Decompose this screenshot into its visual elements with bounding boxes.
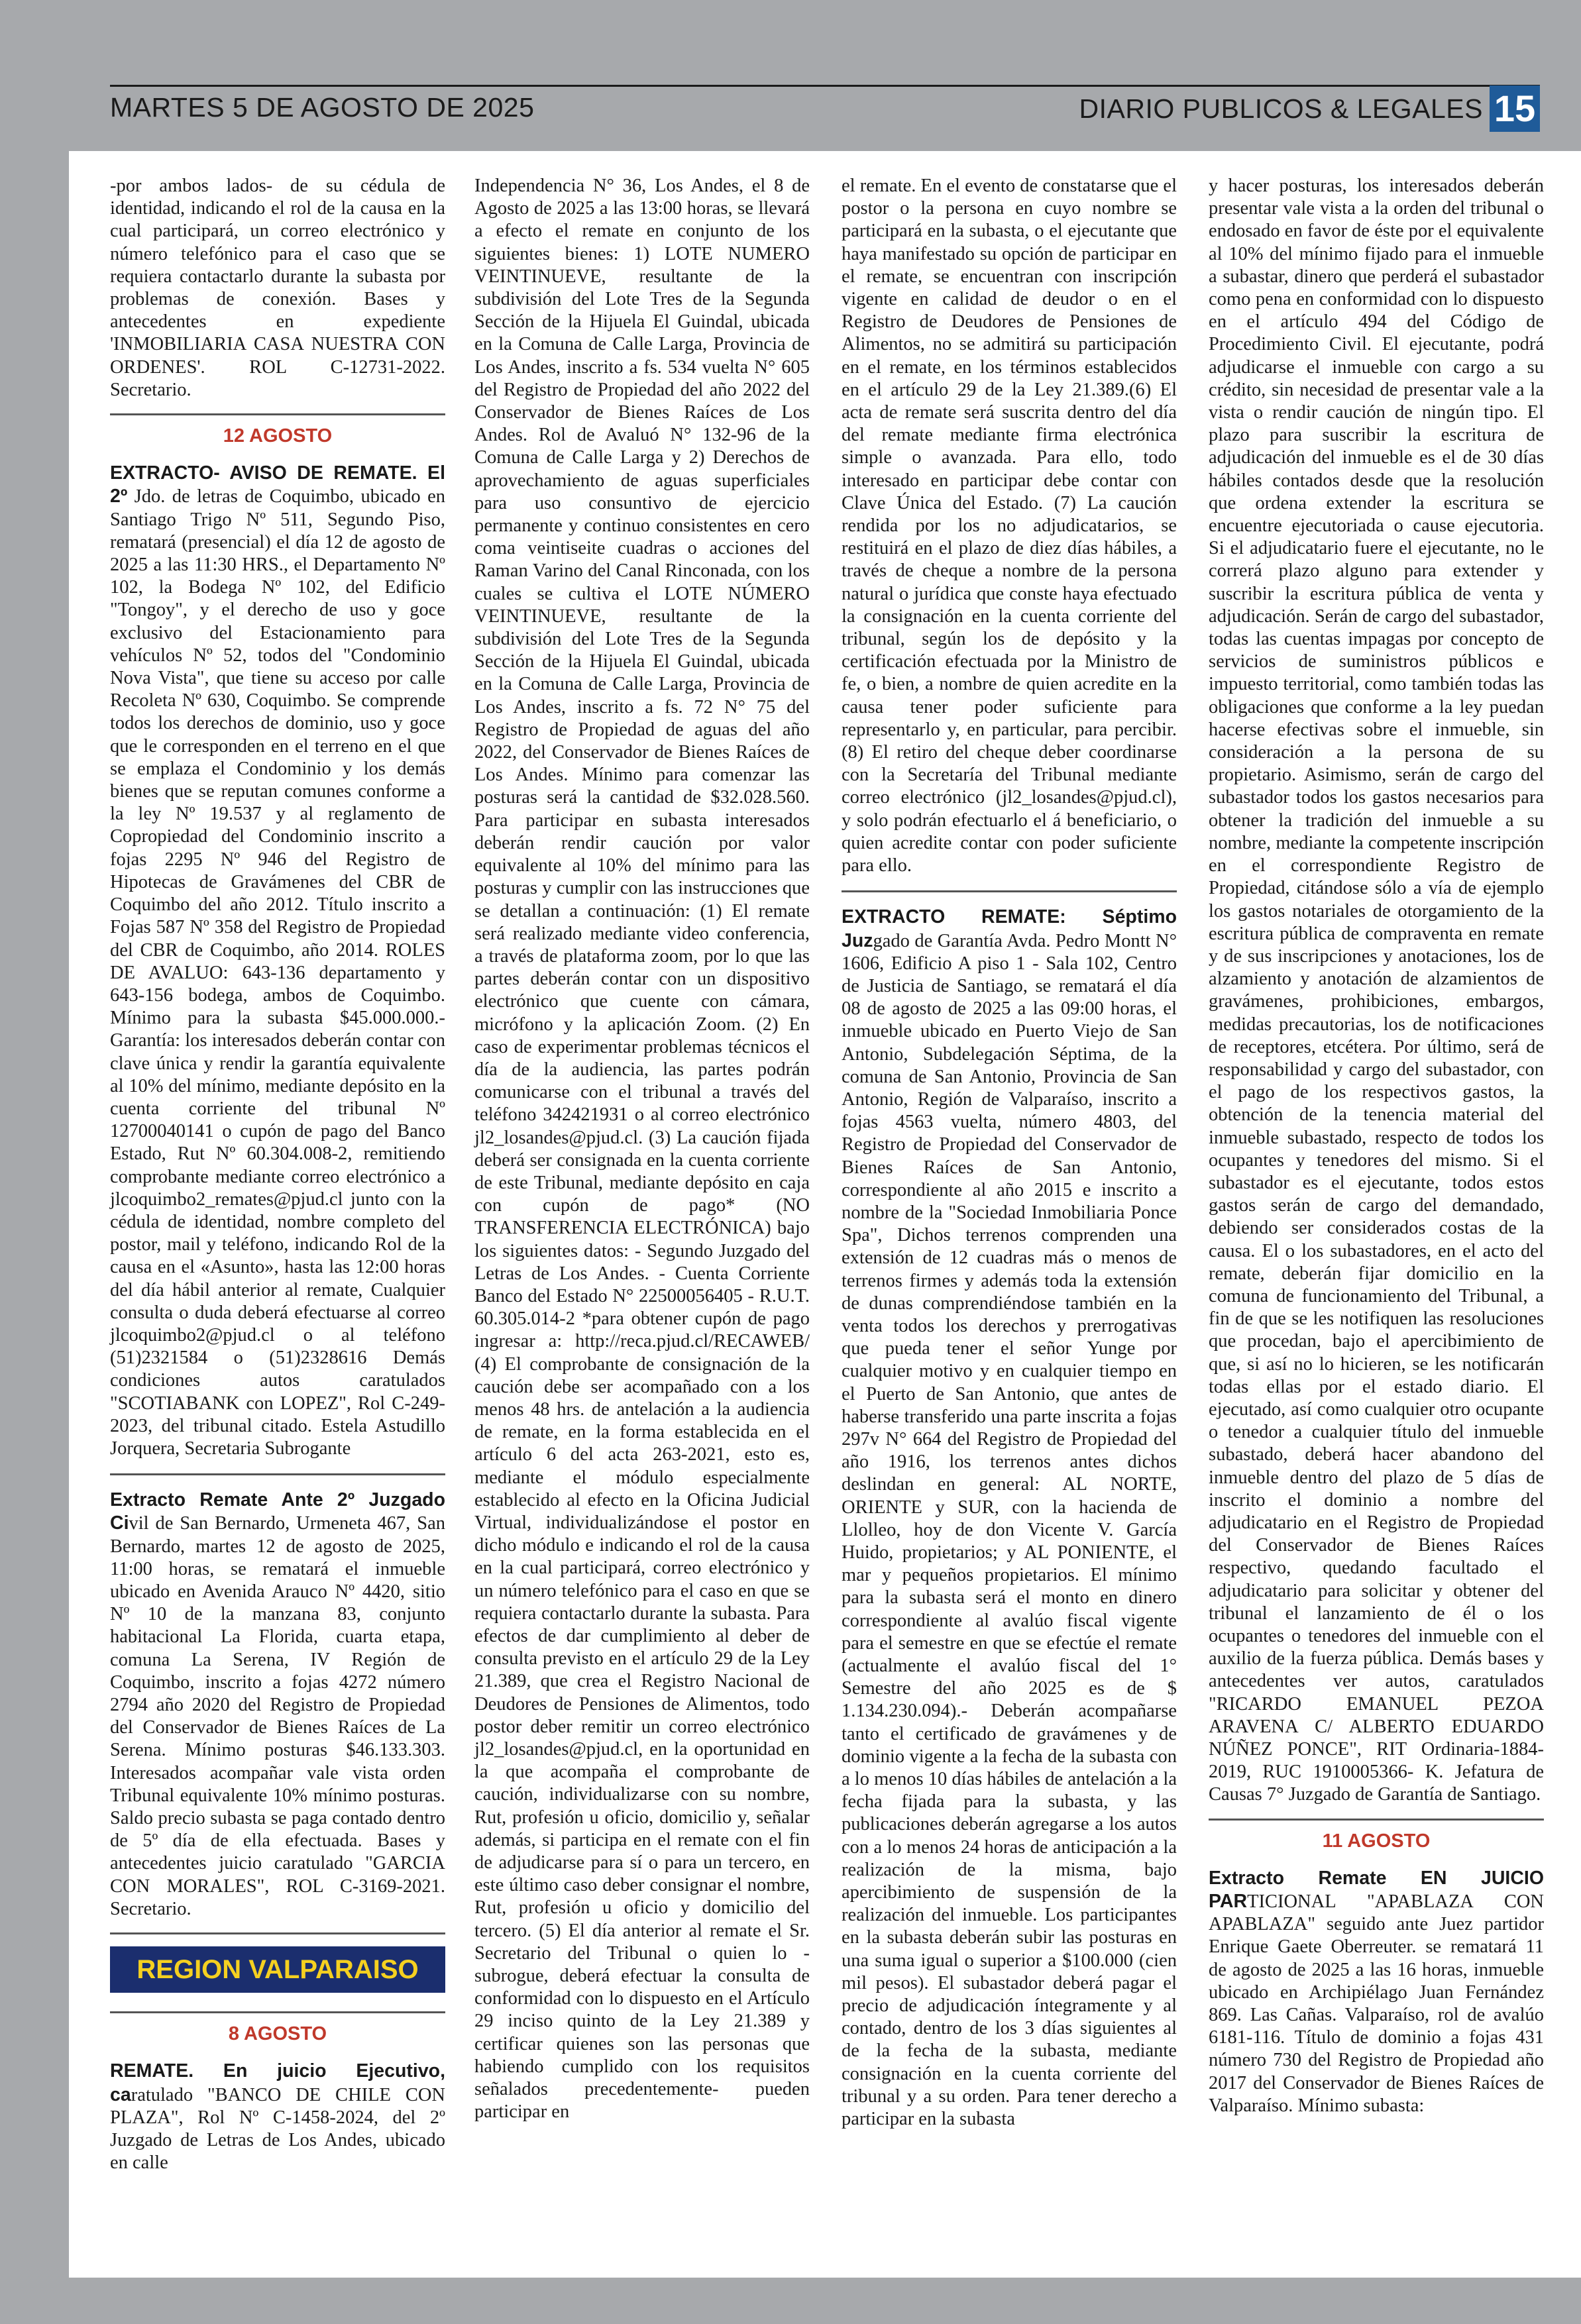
notice-lead: EXTRACTO- AVISO DE REMATE. El 2º xyxy=(110,462,445,507)
notice-text xyxy=(110,1489,445,1921)
notice-lead: REMATE. En juicio Ejecutivo, ca xyxy=(110,2060,445,2105)
divider xyxy=(842,890,1177,892)
page-sheet xyxy=(69,151,1581,2278)
notice-body: ratulado "BANCO DE CHILE CON PLAZA", Rol Nº C-1458-2024, del 2º Juzgado de Letras de Los Andes, ubicado en calle xyxy=(110,2084,445,2174)
notice-text: -por ambos lados- de su cédula de identidad, indicando el rol de la causa en la cual participará, un correo electrónico y número telefónico para el caso que se requiera contactarlo durante la subasta por problemas de conexión. Bases y antecedentes en expediente 'INMOBILIARIA CASA NUESTRA CON ORDENES'. ROL C-12731-2022. Secretario. xyxy=(110,176,445,400)
section-date-label: 11 AGOSTO xyxy=(1209,1819,1544,1852)
notice-text: el remate. En el evento de constatarse que el postor o la persona en cuyo nombre se participará en la subasta, o el ejecutante que haya manifestado su opción de participar en el remate, se encuentran con inscripción vigente en calidad de deudor o en el Registro de Deudores de Pensiones de Alimentos, no se admitirá su participación en el remate, en los términos establecidos en el artículo 29 de la Ley 21.389.(6) El acta de remate será suscrita dentro del día del remate mediante firma electrónica simple o avanzada. Para ello, todo interesado en participar debe contar con Clave Única del Estado. (7) La caución rendida por los no adjudicatarios, se restituirá en el plazo de diez días hábiles, a través de cheque a nombre de la persona natural o jurídica que conste haya efectuado la consignación en la cuenta corriente del tribunal, según los de depósito y la certificación efectuada por la Ministro de fe, o bien, a nombre de quien acredite en la causa tener poder suficiente para representarlo y, en particular, para percibir. (8) El retiro del cheque deber coordinarse con la Secretaría del Tribunal mediante correo electrónico (jl2_losandes@pjud.cl), y solo podrán efectuarlo el á beneficiario, o quien acredite contar con poder suficiente para ello. xyxy=(842,176,1177,876)
notice-text: Independencia N° 36, Los Andes, el 8 de Agosto de 2025 a las 13:00 horas, se llevará a efecto el remate en conjunto de los siguientes bienes: 1) LOTE NUMERO VEINTINUEVE, resultante de la subdivisión del Lote Tres de la Segunda Sección de la Hijuela El Guindal, ubicada en la Comuna de Calle Larga, Provincia de Los Andes, inscrito a fs. 534 vuelta N° 605 del Registro de Propiedad del año 2022 del Conservador de Bienes Raíces de Los Andes. Rol de Avaluó N° 132-96 de la Comuna de Calle Larga y 2) Derechos de aprovechamiento de aguas superficiales para uso consuntivo de ejercicio permanente y continuo consistentes en cero coma veintiseite cuadras o acciones del Raman Varino del Canal Rinconada, con los cuales se cultiva el LOTE NÚMERO VEINTINUEVE, resultante de la subdivisión del Lote Tres de la Segunda Sección de la Hijuela El Guindal, ubicada en la Comuna de Calle Larga, Provincia de Los Andes, inscrito a fs. 72 N° 75 del Registro de Propiedad de aguas del año 2022, del Conservador de Bienes Raíces de Los Andes. Mínimo para comenzar las posturas será la cantidad de $32.028.560. Para participar en subasta interesados deberán rendir caución por valor equivalente al 10% del mínimo para las posturas y cumplir con las instrucciones que se detallan a continuación: (1) El remate será realizado mediante video conferencia, a través de plataforma zoom, por lo que las partes deberán contar con un dispositivo electrónico que cuente con cámara, micrófono y la aplicación Zoom. (2) En caso de experimentar problemas técnicos el día de la audiencia, las partes podrán comunicarse con el tribunal a través del teléfono 342421931 o al correo electrónico jl2_losandes@pjud.cl. (3) La caución fijada deberá ser consignada en la cuenta corriente de este Tribunal, mediante depósito en caja con cupón de pago* (NO TRANSFERENCIA ELECTRÓNICA) bajo los siguientes datos: - Segundo Juzgado del Letras de Los Andes. - Cuenta Corriente Banco del Estado N° 22500056405 - R.U.T. 60.305.014-2 *para obtener cupón de pago ingresar a: http://reca.pjud.cl/RECAWEB/ (4) El comprobante de consignación de la caución debe ser acompañado con a los menos 48 hrs. de antelación a la audiencia de remate, en la forma establecida en el artículo 6 del acta 263-2021, esto es, mediante el módulo especialmente establecido al efecto en la Oficina Judicial Virtual, individualizándose el postor en dicho módulo e indicando el rol de la causa en la cual participará, correo electrónico y un número telefónico para el caso en que se requiera contactarlo durante la subasta. Para efectos de dar cumplimiento al deber de consulta previsto en el artículo 29 de la Ley 21.389, que crea el Registro Nacional de Deudores de Pensiones de Alimentos, todo postor deber remitir un correo electrónico jl2_losandes@pjud.cl, en la oportunidad en la que acompaña el comprobante de caución, individualizarse con su nombre, Rut, profesión u oficio, domicilio y, señalar además, si participa en el remate con el fin de adjudicarse para sí o para un tercero, en este último caso deber consignar el nombre, Rut, profesión u oficio y domicilio del tercero. (5) El día anterior al remate el Sr. Secretario del Tribunal o quien lo -subrogue, deberá efectuar la consulta de conformidad con lo dispuesto en el Artículo 29 inciso quinto de la Ley 21.389 y certificar quienes son las personas que habiendo cumplido con los requisitos señalados precedentemente- pueden participar en xyxy=(474,176,810,2123)
region-banner: REGION VALPARAISO xyxy=(110,1946,445,1993)
section-date-label: 12 AGOSTO xyxy=(110,413,445,447)
notice-body: Jdo. de letras de Coquimbo, ubicado en Santiago Trigo Nº 511, Segundo Piso, rematará (presencial) el día 12 de agosto de 2025 a las 11:30 HRS., el Departamento Nº 102, la Bodega Nº 102, del Edificio "Tongoy", y el derecho de uso y goce exclusivo del Estacionamiento para vehículos Nº 52, todos del "Condominio Nova Vista", que tiene su acceso por calle Recoleta Nº 630, Coquimbo. Se comprende todos los derechos de dominio, uso y goce que le corresponden en el terreno en el que se emplaza el Condominio y los demás bienes que se reputan comunes conforme a la ley Nº 19.537 y al reglamento de Copropiedad del Condominio inscrito a fojas 2295 Nº 946 del Registro de Hipotecas de Gravámenes del CBR de Coquimbo del año 2012. Título inscrito a Fojas 587 Nº 358 del Registro de Propiedad del CBR de Coquimbo, año 2014. ROLES DE AVALUO: 643-136 departamento y 643-156 bodega, ambos de Coquimbo. Mínimo para la subasta $45.000.000.- Garantía: los interesados deberán contar con clave única y rendir la garantía equivalente al 10% del mínimo, mediante depósito en la cuenta corriente del tribunal Nº 12700040141 o cupón de pago del Banco Estado, Rut Nº 60.304.008-2, remitiendo comprobante mediante correo electrónico a jlcoquimbo2_remates@pjud.cl junto con la cédula de identidad, nombre completo del postor, mail y teléfono, indicando Rol de la causa en el «Asunto», hasta las 12:00 horas del día hábil anterior al remate, Cualquier consulta o duda deberá efectuarse al correo jlcoquimbo2@pjud.cl o al teléfono (51)2321584 o (51)2328616 Demás condiciones autos caratulados "SCOTIABANK con LOPEZ", Rol C-249-2023, del tribunal citado. Estela Astudillo Jorquera, Secretaria Subrogante xyxy=(110,486,445,1459)
notice-text: y hacer posturas, los interesados deberán presentar vale vista a la orden del tribunal o endosado en favor de éste por el equivalente al 10% del mínimo fijado para el inmueble a subastar, dinero que perderá el subastador como pena en conformidad con lo dispuesto en el artículo 494 del Código de Procedimiento Civil. El ejecutante, podrá adjudicarse el inmueble con cargo a su crédito, sin necesidad de presentar vale a la vista o rendir caución de ningún tipo. El plazo para suscribir la escritura de adjudicación del inmueble es el de 30 días hábiles contados desde que la resolución que ordena extender la escritura se encuentre ejecutoriada o cause ejecutoria. Si el adjudicatario fuere el ejecutante, no le correrá plazo alguno para extender y suscribir la escritura pública de venta y adjudicación. Serán de cargo del subastador, todas las cuentas impagas por concepto de servicios de suministros públicos e impuesto territorial, como también todas las obligaciones que conforme a la ley puedan hacerse efectivas sobre el inmueble, sin consideración a la persona de su propietario. Asimismo, serán de cargo del subastador todos los gastos necesarios para obtener la tradición del inmueble a su nombre, mediante la competente inscripción en el correspondiente Registro de Propiedad, citándose sólo a vía de ejemplo los gastos notariales de otorgamiento de la escritura pública de compraventa en remate y de sus inscripciones y anotaciones, los de alzamiento y anotación de alzamientos de gravámenes, prohibiciones, embargos, medidas precautorias, los de notificaciones de receptores, etcétera. Por último, será de responsabilidad y cargo del subastador, con el pago de los respectivos gastos, la obtención de la tenencia material del inmueble subastado, respecto de todos los ocupantes y tenedores del mismo. Si el subastador es el ejecutante, todos estos gastos serán de cargo del demandado, debiendo ser considerados costas de la causa. El o los subastadores, en el acto del remate, deberán fijar domicilio en la comuna de funcionamiento del Tribunal, a fin de que se les notifiquen las resoluciones que procedan, bajo el apercibimiento de que, si así no lo hicieren, se les notificarán todas ellas por el estado diario. El ejecutado, así como cualquier otro ocupante o tenedor a cualquier título del inmueble subastado, deberá hacer abandono del inmueble dentro del plazo de 5 días de inscrito el dominio a nombre del adjudicatario en el Registro de Propiedad del Conservador de Bienes Raíces respectivo, quedando facultado el adjudicatario para solicitar y obtener del tribunal el lanzamiento de él o los ocupantes o tenedores del inmueble con el auxilio de la fuerza pública. Demás bases y antecedentes ver autos, caratulados "RICARDO EMANUEL PEZOA ARAVENA C/ ALBERTO EDUARDO NÚÑEZ PONCE", RIT Ordinaria-1884-2019, RUC 1910005366- K. Jefatura de Causas 7° Juzgado de Garantía de Santiago. xyxy=(1209,176,1544,1805)
notice-text xyxy=(110,462,445,1460)
notice-lead: Extracto Remate Ante 2º Juzgado Ci xyxy=(110,1489,445,1534)
column-2 xyxy=(474,175,810,2123)
column-1 xyxy=(110,175,445,2174)
header-date: MARTES 5 DE AGOSTO DE 2025 xyxy=(110,92,535,123)
notice-text xyxy=(842,906,1177,2131)
page-header xyxy=(110,85,1540,132)
region-banner-wrap xyxy=(110,1932,445,1993)
column-3 xyxy=(842,175,1177,2131)
notice-lead: EXTRACTO REMATE: Séptimo Juz xyxy=(842,906,1177,951)
column-4 xyxy=(1209,175,1544,2117)
divider xyxy=(110,1473,445,1475)
notice-lead: Extracto Remate EN JUICIO PAR xyxy=(1209,1867,1544,1913)
notice-body: gado de Garantía Avda. Pedro Montt N° 1606, Edificio A piso 1 - Sala 102, Centro de Justicia de Santiago, se rematará el día 08 de agosto de 2025 a las 09:00 horas, el inmueble ubicado en Puerto Viejo de San Antonio, Subdelegación Séptima, de la comuna de San Antonio, Provincia de San Antonio, Región de Valparaíso, inscrito a fojas 4563 vuelta, número 4803, del Registro de Propiedad del Conservador de Bienes Raíces de San Antonio, correspondiente al año 2015 e inscrito a nombre de la "Sociedad Inmobiliaria Ponce Spa", Dichos terrenos comprenden una extensión de 12 cuadras más o menos de terrenos firmes y además toda la extensión de dunas comprendiéndose también en la venta todos los derechos y prerrogativas que pueda tener el señor Yunge por cualquier motivo y en cualquier tiempo en el Puerto de San Antonio, que antes de haberse transferido una parte inscrita a fojas 297v N° 664 del Registro de Propiedad del año 1916, los terrenos antes dichos deslindan en general: AL NORTE, ORIENTE y SUR, con la hacienda de Llolleo, hoy de don Vicente V. García Huido, propietarios; y AL PONIENTE, el mar y pequeños propietarios. El mínimo para la subasta será el monto en dinero correspondiente al avalúo fiscal vigente para el semestre en que se efectúe el remate (actualmente el avalúo fiscal del 1° Semestre del año 2025 es de $ 1.134.230.094).- Deberán acompañarse tanto el certificado de gravámenes y de dominio vigente a la fecha de la subasta con a lo menos 10 días hábiles de antelación a la fecha fijada para la subasta, y las publicaciones deberán agregarse a los autos con a lo menos 24 horas de anticipación a la realización de la misma, bajo apercibimiento de suspensión de la realización del inmueble. Los participantes en la subasta deberán subir las posturas en una suma igual o superior a $100.000 (cien mil pesos). El subastador deberá pagar el precio de adjudicación íntegramente y al contado, dentro de los 3 días siguientes al de la fecha de la subasta, mediante consignación en la cuenta corriente del tribunal y a su orden. Para tener derecho a participar en la subasta xyxy=(842,930,1177,2130)
notice-text xyxy=(1209,1867,1544,2117)
notice-body: TICIONAL "APABLAZA CON APABLAZA" seguido ante Juez partidor Enrique Gaete Oberreuter. se rematará 11 de agosto de 2025 a las 16 horas, inmueble ubicado en Archipiélago Juan Fernández 869. Las Cañas. Valparaíso, rol de avalúo 6181-116. Título de dominio a fojas 431 número 730 del Registro de Propiedad año 2017 del Conservador de Bienes Raíces de Valparaíso. Mínimo subasta: xyxy=(1209,1891,1544,2116)
header-publication-name: DIARIO PUBLICOS & LEGALES xyxy=(1079,93,1483,124)
page-number-badge: 15 xyxy=(1490,85,1540,132)
notice-body: vil de San Bernardo, Urmeneta 467, San Bernardo, martes 12 de agosto de 2025, 11:00 horas, se rematará el inmueble ubicado en Avenida Arauco Nº 4420, sitio Nº 10 de la manzana 83, conjunto habitacional La Florida, cuarta etapa, comuna La Serena, IV Región de Coquimbo, inscrito a fojas 4272 número 2794 año 2020 del Registro de Propiedad del Conservador de Bienes Raíces de La Serena. Mínimo posturas $46.133.303. Interesados acompañar vale vista orden Tribunal equivalente 10% mínimo posturas. Saldo precio subasta se paga contado dentro de 5º día de ella efectuada. Bases y antecedentes juicio caratulado "GARCIA CON MORALES", ROL C-3169-2021. Secretario. xyxy=(110,1513,445,1919)
notice-text xyxy=(110,2060,445,2174)
section-date-label: 8 AGOSTO xyxy=(110,2011,445,2045)
